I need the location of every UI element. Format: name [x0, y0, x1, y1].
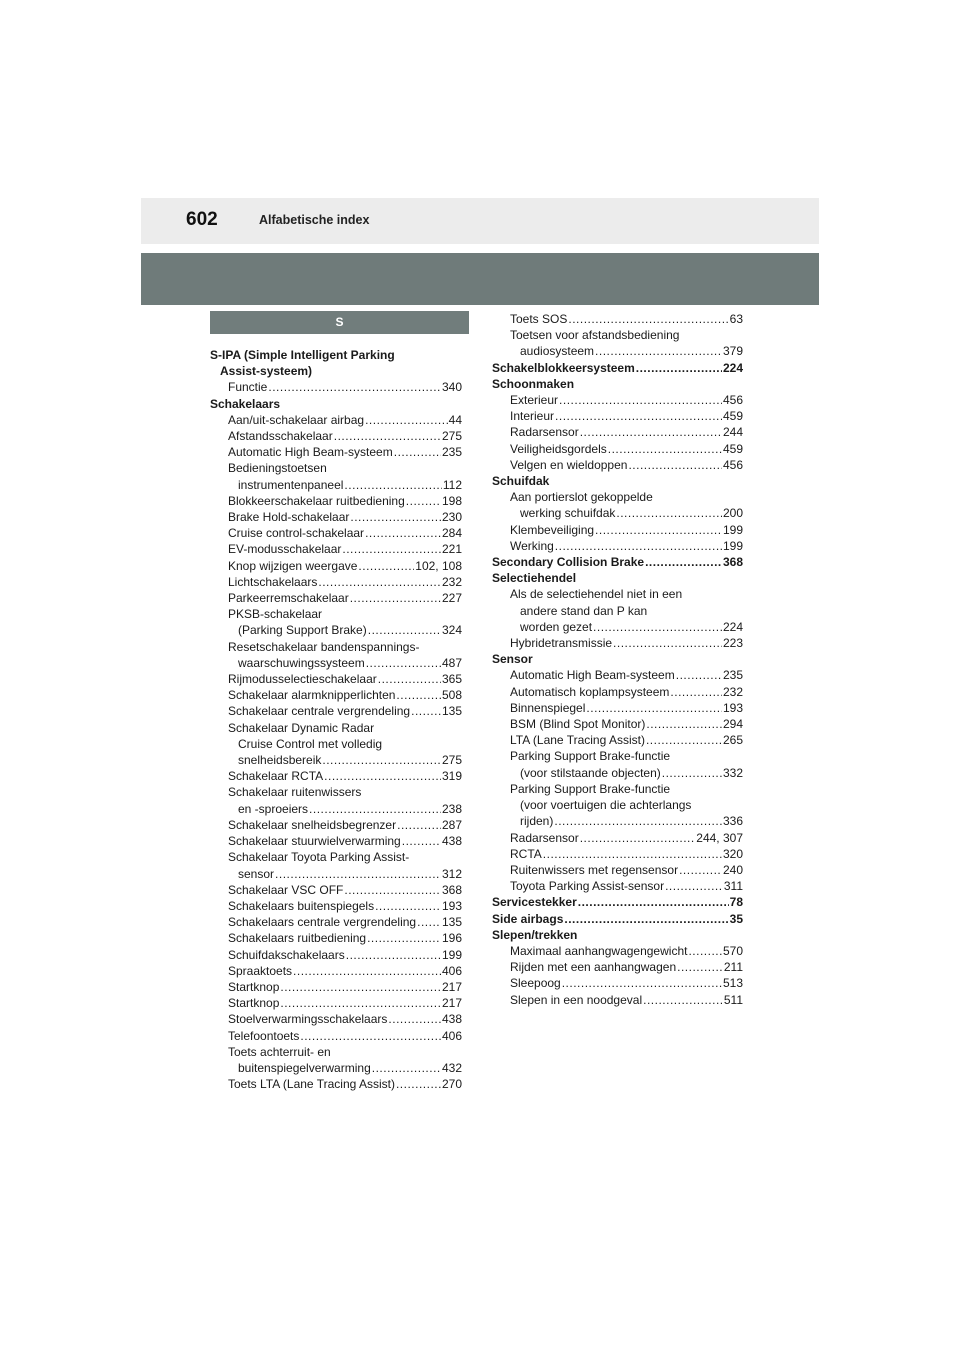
dot-leader — [417, 914, 441, 930]
dot-leader — [595, 343, 722, 359]
entry-term: Velgen en wieldoppen — [510, 457, 628, 472]
entry-page: 198 — [441, 493, 462, 508]
entry-page: 368 — [441, 882, 462, 897]
dot-leader — [396, 1076, 441, 1092]
entry-page: 199 — [722, 538, 743, 553]
index-subheading: Schakelaar ruitenwissers — [228, 785, 362, 800]
entry-term: Telefoontoets — [228, 1028, 300, 1043]
dot-leader — [406, 493, 441, 509]
entry-page: 438 — [441, 1012, 462, 1027]
dot-leader — [402, 833, 441, 849]
index-entry — [492, 635, 743, 651]
entry-page: 406 — [441, 963, 462, 978]
index-entry — [210, 428, 462, 444]
index-entry — [210, 817, 462, 833]
dot-leader — [679, 862, 722, 878]
entry-page: 232 — [722, 684, 743, 699]
index-entry — [210, 1011, 462, 1027]
entry-term: Klembeveiliging — [510, 522, 595, 537]
index-heading: Slepen/trekken — [492, 927, 578, 942]
dot-leader — [643, 992, 723, 1008]
entry-page: 508 — [441, 688, 462, 703]
index-entry — [210, 833, 462, 849]
index-entry — [210, 622, 462, 638]
index-entry — [492, 360, 743, 376]
index-subheading: andere stand dan P kan — [520, 603, 648, 618]
entry-page: 44 — [448, 412, 462, 427]
index-list-right — [492, 311, 743, 1008]
index-entry — [210, 1028, 462, 1044]
entry-term: Parkeerremschakelaar — [228, 591, 349, 606]
index-heading: Schakelaars — [210, 396, 281, 411]
index-entry — [492, 619, 743, 635]
entry-term: snelheidsbereik — [238, 753, 322, 768]
index-entry — [210, 914, 462, 930]
index-entry — [492, 830, 743, 846]
entry-page: 275 — [441, 429, 462, 444]
index-entry — [492, 424, 743, 440]
entry-page: 193 — [441, 898, 462, 913]
entry-term: Veiligheidsgordels — [510, 441, 607, 456]
entry-page: 368 — [722, 555, 743, 570]
index-subheading: Schakelaar Dynamic Radar — [228, 720, 375, 735]
entry-page: 235 — [441, 445, 462, 460]
index-entry — [492, 975, 743, 991]
entry-page: 379 — [722, 344, 743, 359]
entry-term: (voor stilstaande objecten) — [520, 765, 661, 780]
entry-page: 232 — [441, 574, 462, 589]
dot-leader — [334, 428, 441, 444]
entry-term: Cruise control-schakelaar — [228, 526, 365, 541]
entry-term: Startknop — [228, 979, 280, 994]
index-entry — [210, 477, 462, 493]
dot-leader — [344, 882, 441, 898]
dot-leader — [375, 898, 441, 914]
entry-page: 230 — [441, 510, 462, 525]
section-letter: S — [210, 311, 469, 334]
page-number: 602 — [186, 209, 218, 230]
entry-page: 456 — [722, 393, 743, 408]
entry-term: worden gezet — [520, 619, 593, 634]
dot-leader — [616, 505, 722, 521]
index-subheading: Bedieningstoetsen — [228, 461, 327, 476]
index-entry — [492, 311, 743, 327]
index-subheading: PKSB-schakelaar — [228, 607, 323, 622]
index-entry — [492, 538, 743, 554]
index-subheading: Toetsen voor afstandsbediening — [510, 328, 680, 343]
index-entry — [210, 752, 462, 768]
index-entry — [492, 732, 743, 748]
entry-term: Schakelaars ruitbediening — [228, 931, 367, 946]
index-entry — [210, 979, 462, 995]
entry-term: Startknop — [228, 996, 280, 1011]
index-entry — [492, 894, 743, 910]
dot-leader — [397, 817, 441, 833]
entry-term: Radarsensor — [510, 425, 579, 440]
entry-page: 340 — [441, 380, 462, 395]
entry-page: 135 — [441, 704, 462, 719]
entry-term: Werking — [510, 538, 554, 553]
index-column-left — [210, 311, 462, 1092]
dot-leader — [562, 975, 722, 991]
dot-leader — [580, 424, 722, 440]
entry-term: Schakelaar snelheidsbegrenzer — [228, 817, 397, 832]
index-entry — [210, 655, 462, 671]
entry-page: 320 — [722, 846, 743, 861]
entry-page: 211 — [723, 960, 743, 975]
index-subheading: Cruise Control met volledig — [238, 736, 383, 751]
entry-term: Toets SOS — [510, 312, 568, 326]
header-title: Alfabetische index — [259, 213, 370, 227]
dot-leader — [394, 444, 441, 460]
dot-leader — [568, 311, 728, 327]
index-entry — [492, 959, 743, 975]
dot-leader — [677, 959, 723, 975]
entry-term: Schakelaar stuurwielverwarming — [228, 834, 401, 849]
entry-page: 406 — [441, 1028, 462, 1043]
index-subheading: (voor voertuigen die achterlangs — [520, 798, 692, 813]
entry-page: 221 — [441, 542, 462, 557]
dot-leader — [586, 700, 722, 716]
dot-leader — [350, 590, 441, 606]
dot-leader — [365, 412, 448, 428]
index-subheading: Schakelaar Toyota Parking Assist- — [228, 850, 410, 865]
entry-page: 63 — [729, 312, 743, 326]
index-entry — [492, 343, 743, 359]
entry-page: 35 — [729, 911, 743, 926]
entry-page: 223 — [722, 636, 743, 651]
index-entry — [492, 943, 743, 959]
dot-leader — [366, 655, 441, 671]
entry-term: Sleepoog — [510, 976, 561, 991]
entry-term: Stoelverwarmingsschakelaars — [228, 1012, 388, 1027]
entry-page: 319 — [441, 769, 462, 784]
entry-page: 196 — [441, 931, 462, 946]
entry-term: Maximaal aanhangwagengewicht — [510, 943, 688, 958]
dot-leader — [280, 995, 441, 1011]
dot-leader — [388, 1011, 441, 1027]
dot-leader — [555, 408, 722, 424]
entry-term: Automatisch koplampsysteem — [510, 684, 670, 699]
dot-leader — [322, 752, 441, 768]
entry-page: 244, 307 — [696, 830, 743, 845]
index-entry — [492, 846, 743, 862]
entry-page: 487 — [441, 655, 462, 670]
entry-term: Knop wijzigen weergave — [228, 558, 358, 573]
entry-term: Automatic High Beam-systeem — [510, 668, 675, 683]
entry-page: 270 — [441, 1077, 462, 1092]
index-subheading: Als de selectiehendel niet in een — [510, 587, 683, 602]
entry-term: Slepen in een noodgeval — [510, 992, 643, 1007]
index-entry — [210, 947, 462, 963]
index-entry — [492, 878, 743, 894]
index-entry — [210, 574, 462, 590]
index-subheading: Parking Support Brake-functie — [510, 749, 671, 764]
dot-leader — [368, 622, 441, 638]
dot-leader — [559, 392, 722, 408]
dot-leader — [300, 1028, 441, 1044]
entry-term: audiosysteem — [520, 344, 595, 359]
entry-term: rijden) — [520, 814, 554, 829]
dot-leader — [595, 522, 722, 538]
index-entry — [492, 700, 743, 716]
dot-leader — [268, 379, 441, 395]
index-entry — [210, 412, 462, 428]
entry-term: Servicestekker — [492, 895, 577, 910]
entry-page: 513 — [722, 976, 743, 991]
index-entry — [492, 522, 743, 538]
index-entry — [210, 930, 462, 946]
index-entry — [492, 716, 743, 732]
dot-leader — [318, 574, 441, 590]
entry-page: 244 — [722, 425, 743, 440]
dot-leader — [372, 1060, 441, 1076]
entry-term: Rijden met een aanhangwagen — [510, 960, 677, 975]
entry-term: Ruitenwissers met regensensor — [510, 862, 679, 877]
dot-leader — [593, 619, 722, 635]
dot-leader — [365, 525, 441, 541]
entry-page: 336 — [722, 814, 743, 829]
index-entry — [492, 813, 743, 829]
entry-page: 217 — [441, 996, 462, 1011]
entry-page: 459 — [722, 409, 743, 424]
index-entry — [210, 379, 462, 395]
entry-page: 193 — [722, 700, 743, 715]
index-entry — [210, 1076, 462, 1092]
index-entry — [210, 558, 462, 574]
entry-page: 112 — [442, 477, 462, 492]
entry-term: Schakelaar alarmknipperlichten — [228, 688, 396, 703]
index-entry — [210, 866, 462, 882]
entry-term: Exterieur — [510, 393, 559, 408]
dot-leader — [367, 930, 441, 946]
index-entry — [492, 554, 743, 570]
entry-term: Binnenspiegel — [510, 700, 586, 715]
entry-term: werking schuifdak — [520, 506, 616, 521]
index-entry — [492, 911, 743, 927]
entry-page: 78 — [729, 895, 743, 910]
dot-leader — [396, 687, 441, 703]
index-entry — [210, 671, 462, 687]
entry-page: 570 — [722, 943, 743, 958]
entry-page: 312 — [441, 866, 462, 881]
entry-term: LTA (Lane Tracing Assist) — [510, 733, 645, 748]
index-entry — [210, 444, 462, 460]
dot-leader — [378, 671, 441, 687]
entry-term: en -sproeiers — [238, 801, 309, 816]
section-band — [141, 253, 819, 305]
dot-leader — [645, 554, 722, 570]
entry-page: 311 — [723, 879, 743, 894]
index-heading: Sensor — [492, 652, 533, 667]
entry-term: Spraaktoets — [228, 963, 293, 978]
index-entry — [492, 765, 743, 781]
index-entry — [492, 441, 743, 457]
index-entry — [210, 509, 462, 525]
index-entry — [210, 687, 462, 703]
entry-page: 102, 108 — [415, 558, 462, 573]
entry-term: Afstandsschakelaar — [228, 429, 333, 444]
entry-page: 332 — [722, 765, 743, 780]
entry-term: Secondary Collision Brake — [492, 555, 645, 570]
index-entry — [492, 684, 743, 700]
entry-term: Schuifdakschakelaars — [228, 947, 345, 962]
entry-term: Brake Hold-schakelaar — [228, 510, 350, 525]
index-entry — [492, 505, 743, 521]
entry-term: buitenspiegelverwarming — [238, 1060, 371, 1075]
entry-page: 287 — [441, 817, 462, 832]
entry-term: instrumentenpaneel — [238, 477, 344, 492]
entry-term: Schakelaar centrale vergrendeling — [228, 704, 411, 719]
entry-term: sensor — [238, 866, 275, 881]
page-header — [141, 198, 819, 244]
dot-leader — [613, 635, 722, 651]
entry-page: 224 — [722, 360, 743, 375]
entry-page: 200 — [722, 506, 743, 521]
entry-page: 275 — [441, 753, 462, 768]
index-list-left — [210, 347, 462, 1092]
dot-leader — [342, 541, 441, 557]
dot-leader — [676, 667, 722, 683]
dot-leader — [346, 947, 441, 963]
entry-term: Aan/uit-schakelaar airbag — [228, 412, 365, 427]
index-heading: Schoonmaken — [492, 376, 575, 391]
entry-term: EV-modusschakelaar — [228, 542, 342, 557]
index-entry — [210, 963, 462, 979]
dot-leader — [628, 457, 722, 473]
dot-leader — [309, 801, 441, 817]
index-entry — [210, 882, 462, 898]
entry-term: Schakelaars centrale vergrendeling — [228, 915, 417, 930]
entry-term: Lichtschakelaars — [228, 574, 318, 589]
entry-page: 227 — [441, 591, 462, 606]
index-entry — [210, 1060, 462, 1076]
entry-term: Hybridetransmissie — [510, 636, 613, 651]
entry-term: Side airbags — [492, 911, 564, 926]
dot-leader — [324, 768, 441, 784]
index-heading-continued: Assist-systeem) — [220, 364, 313, 379]
dot-leader — [688, 943, 722, 959]
dot-leader — [608, 441, 722, 457]
entry-term: Interieur — [510, 409, 555, 424]
entry-page: 135 — [441, 915, 462, 930]
entry-term: Schakelblokkeersysteem — [492, 360, 635, 375]
index-subheading: Aan portierslot gekoppelde — [510, 490, 653, 505]
entry-page: 265 — [722, 733, 743, 748]
dot-leader — [350, 509, 441, 525]
entry-term: Radarsensor — [510, 830, 579, 845]
entry-term: Schakelaars buitenspiegels — [228, 898, 375, 913]
index-entry — [492, 392, 743, 408]
index-entry — [210, 590, 462, 606]
dot-leader — [662, 765, 722, 781]
entry-page: 432 — [441, 1060, 462, 1075]
index-entry — [210, 801, 462, 817]
dot-leader — [636, 360, 722, 376]
index-entry — [210, 995, 462, 1011]
dot-leader — [646, 732, 722, 748]
entry-page: 240 — [722, 862, 743, 877]
dot-leader — [555, 538, 722, 554]
dot-leader — [293, 963, 441, 979]
dot-leader — [280, 979, 441, 995]
dot-leader — [665, 878, 723, 894]
dot-leader — [358, 558, 414, 574]
index-entry — [492, 457, 743, 473]
entry-page: 294 — [722, 717, 743, 732]
index-entry — [492, 408, 743, 424]
index-column-right — [492, 311, 743, 1008]
dot-leader — [646, 716, 722, 732]
index-entry — [492, 862, 743, 878]
entry-term: Toyota Parking Assist-sensor — [510, 879, 665, 894]
index-entry — [210, 898, 462, 914]
dot-leader — [554, 813, 722, 829]
dot-leader — [578, 894, 729, 910]
dot-leader — [580, 830, 696, 846]
index-entry — [210, 768, 462, 784]
entry-page: 235 — [722, 668, 743, 683]
entry-page: 365 — [441, 672, 462, 687]
entry-term: (Parking Support Brake) — [238, 623, 367, 638]
index-heading: S-IPA (Simple Intelligent Parking — [210, 348, 395, 362]
entry-page: 238 — [441, 801, 462, 816]
index-heading: Selectiehendel — [492, 571, 577, 586]
entry-term: Rijmodusselectieschakelaar — [228, 672, 377, 687]
entry-term: Toets LTA (Lane Tracing Assist) — [228, 1077, 395, 1092]
entry-page: 224 — [722, 619, 743, 634]
dot-leader — [275, 866, 441, 882]
index-subheading: Toets achterruit- en — [228, 1044, 331, 1059]
dot-leader — [670, 684, 722, 700]
entry-term: RCTA — [510, 846, 542, 861]
entry-page: 438 — [441, 834, 462, 849]
index-subheading: Parking Support Brake-functie — [510, 781, 671, 796]
index-subheading: Resetschakelaar bandenspannings- — [228, 639, 420, 654]
entry-page: 199 — [441, 947, 462, 962]
entry-term: BSM (Blind Spot Monitor) — [510, 717, 646, 732]
index-entry — [492, 992, 743, 1008]
entry-page: 324 — [441, 623, 462, 638]
dot-leader — [564, 911, 728, 927]
entry-term: Schakelaar RCTA — [228, 769, 324, 784]
index-entry — [210, 493, 462, 509]
entry-page: 459 — [722, 441, 743, 456]
entry-page: 456 — [722, 457, 743, 472]
index-entry — [210, 703, 462, 719]
index-heading: Schuifdak — [492, 474, 550, 489]
entry-term: Automatic High Beam-systeem — [228, 445, 393, 460]
entry-term: Functie — [228, 380, 268, 395]
dot-leader — [543, 846, 722, 862]
entry-term: waarschuwingssysteem — [238, 655, 365, 670]
index-entry — [492, 667, 743, 683]
dot-leader — [411, 703, 441, 719]
dot-leader — [344, 477, 441, 493]
entry-page: 199 — [722, 522, 743, 537]
entry-term: Schakelaar VSC OFF — [228, 882, 344, 897]
entry-term: Blokkeerschakelaar ruitbediening — [228, 493, 405, 508]
index-entry — [210, 541, 462, 557]
index-entry — [210, 525, 462, 541]
entry-page: 511 — [723, 992, 743, 1007]
entry-page: 217 — [441, 979, 462, 994]
entry-page: 284 — [441, 526, 462, 541]
